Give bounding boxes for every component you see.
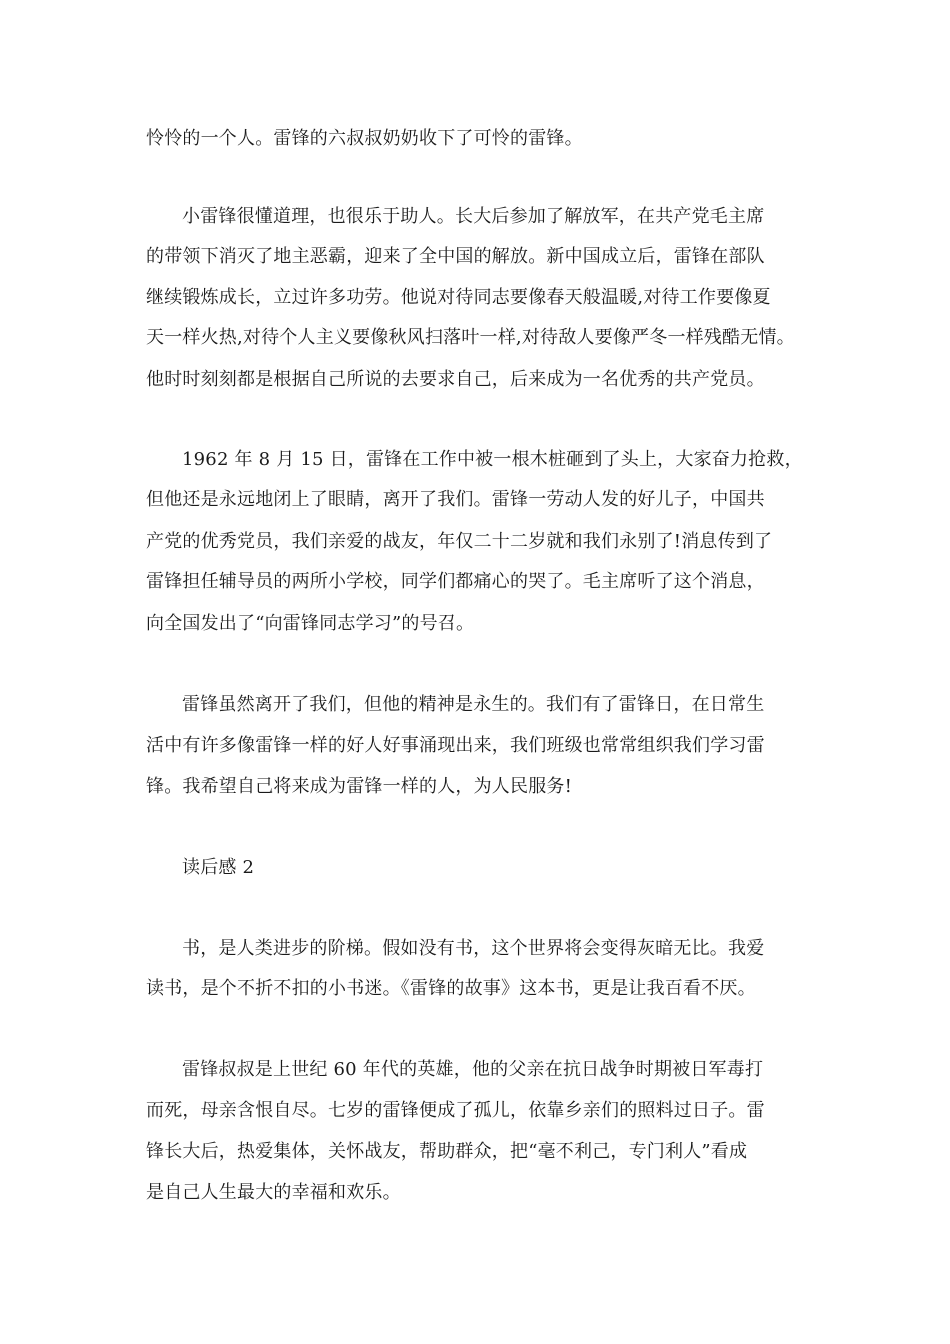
paragraph-4-line-1: 雷锋虽然离开了我们，但他的精神是永生的。我们有了雷锋日，在日常生 <box>182 694 765 715</box>
paragraph-2-line-2: 的带领下消灭了地主恶霸，迎来了全中国的解放。新中国成立后，雷锋在部队 <box>146 246 765 267</box>
paragraph-7-line-3: 锋长大后，热爱集体，关怀战友，帮助群众，把“毫不利己，专门利人”看成 <box>146 1141 748 1162</box>
paragraph-2-line-4: 天一样火热,对待个人主义要像秋风扫落叶一样,对待敌人要像严冬一样残酷无情。 <box>146 327 795 348</box>
paragraph-2-line-5: 他时时刻刻都是根据自己所说的去要求自己，后来成为一名优秀的共产党员。 <box>146 369 765 390</box>
paragraph-3-line-3: 产党的优秀党员，我们亲爱的战友，年仅二十二岁就和我们永别了!消息传到了 <box>146 531 773 552</box>
paragraph-3-line-2: 但他还是永远地闭上了眼睛，离开了我们。雷锋一劳动人发的好儿子，中国共 <box>146 489 765 510</box>
paragraph-3-line-1: 1962 年 8 月 15 日，雷锋在工作中被一根木桩砸到了头上，大家奋力抢救， <box>182 449 803 470</box>
paragraph-6-line-1: 书，是人类进步的阶梯。假如没有书，这个世界将会变得灰暗无比。我爱 <box>182 938 765 959</box>
paragraph-4-line-3: 锋。我希望自己将来成为雷锋一样的人，为人民服务! <box>146 776 573 797</box>
paragraph-2-line-1: 小雷锋很懂道理，也很乐于助人。长大后参加了解放军，在共产党毛主席 <box>182 206 765 227</box>
paragraph-4-line-2: 活中有许多像雷锋一样的好人好事涌现出来，我们班级也常常组织我们学习雷 <box>146 735 765 756</box>
section-heading: 读后感 2 <box>182 857 255 878</box>
paragraph-7-line-4: 是自己人生最大的幸福和欢乐。 <box>146 1182 401 1203</box>
paragraph-2-line-3: 继续锻炼成长，立过许多功劳。他说对待同志要像春天般温暖,对待工作要像夏 <box>146 287 771 308</box>
paragraph-3-line-5: 向全国发出了“向雷锋同志学习”的号召。 <box>146 613 475 634</box>
paragraph-7-line-2: 而死，母亲含恨自尽。七岁的雷锋便成了孤儿，依靠乡亲们的照料过日子。雷 <box>146 1100 765 1121</box>
paragraph-7-line-1: 雷锋叔叔是上世纪 60 年代的英雄，他的父亲在抗日战争时期被日军毒打 <box>182 1059 764 1080</box>
paragraph-6-line-2: 读书，是个不折不扣的小书迷。《雷锋的故事》这本书，更是让我百看不厌。 <box>146 978 756 999</box>
paragraph-3-line-4: 雷锋担任辅导员的两所小学校，同学们都痛心的哭了。毛主席听了这个消息， <box>146 571 765 592</box>
paragraph-1-line-1: 怜怜的一个人。雷锋的六叔叔奶奶收下了可怜的雷锋。 <box>146 128 583 149</box>
